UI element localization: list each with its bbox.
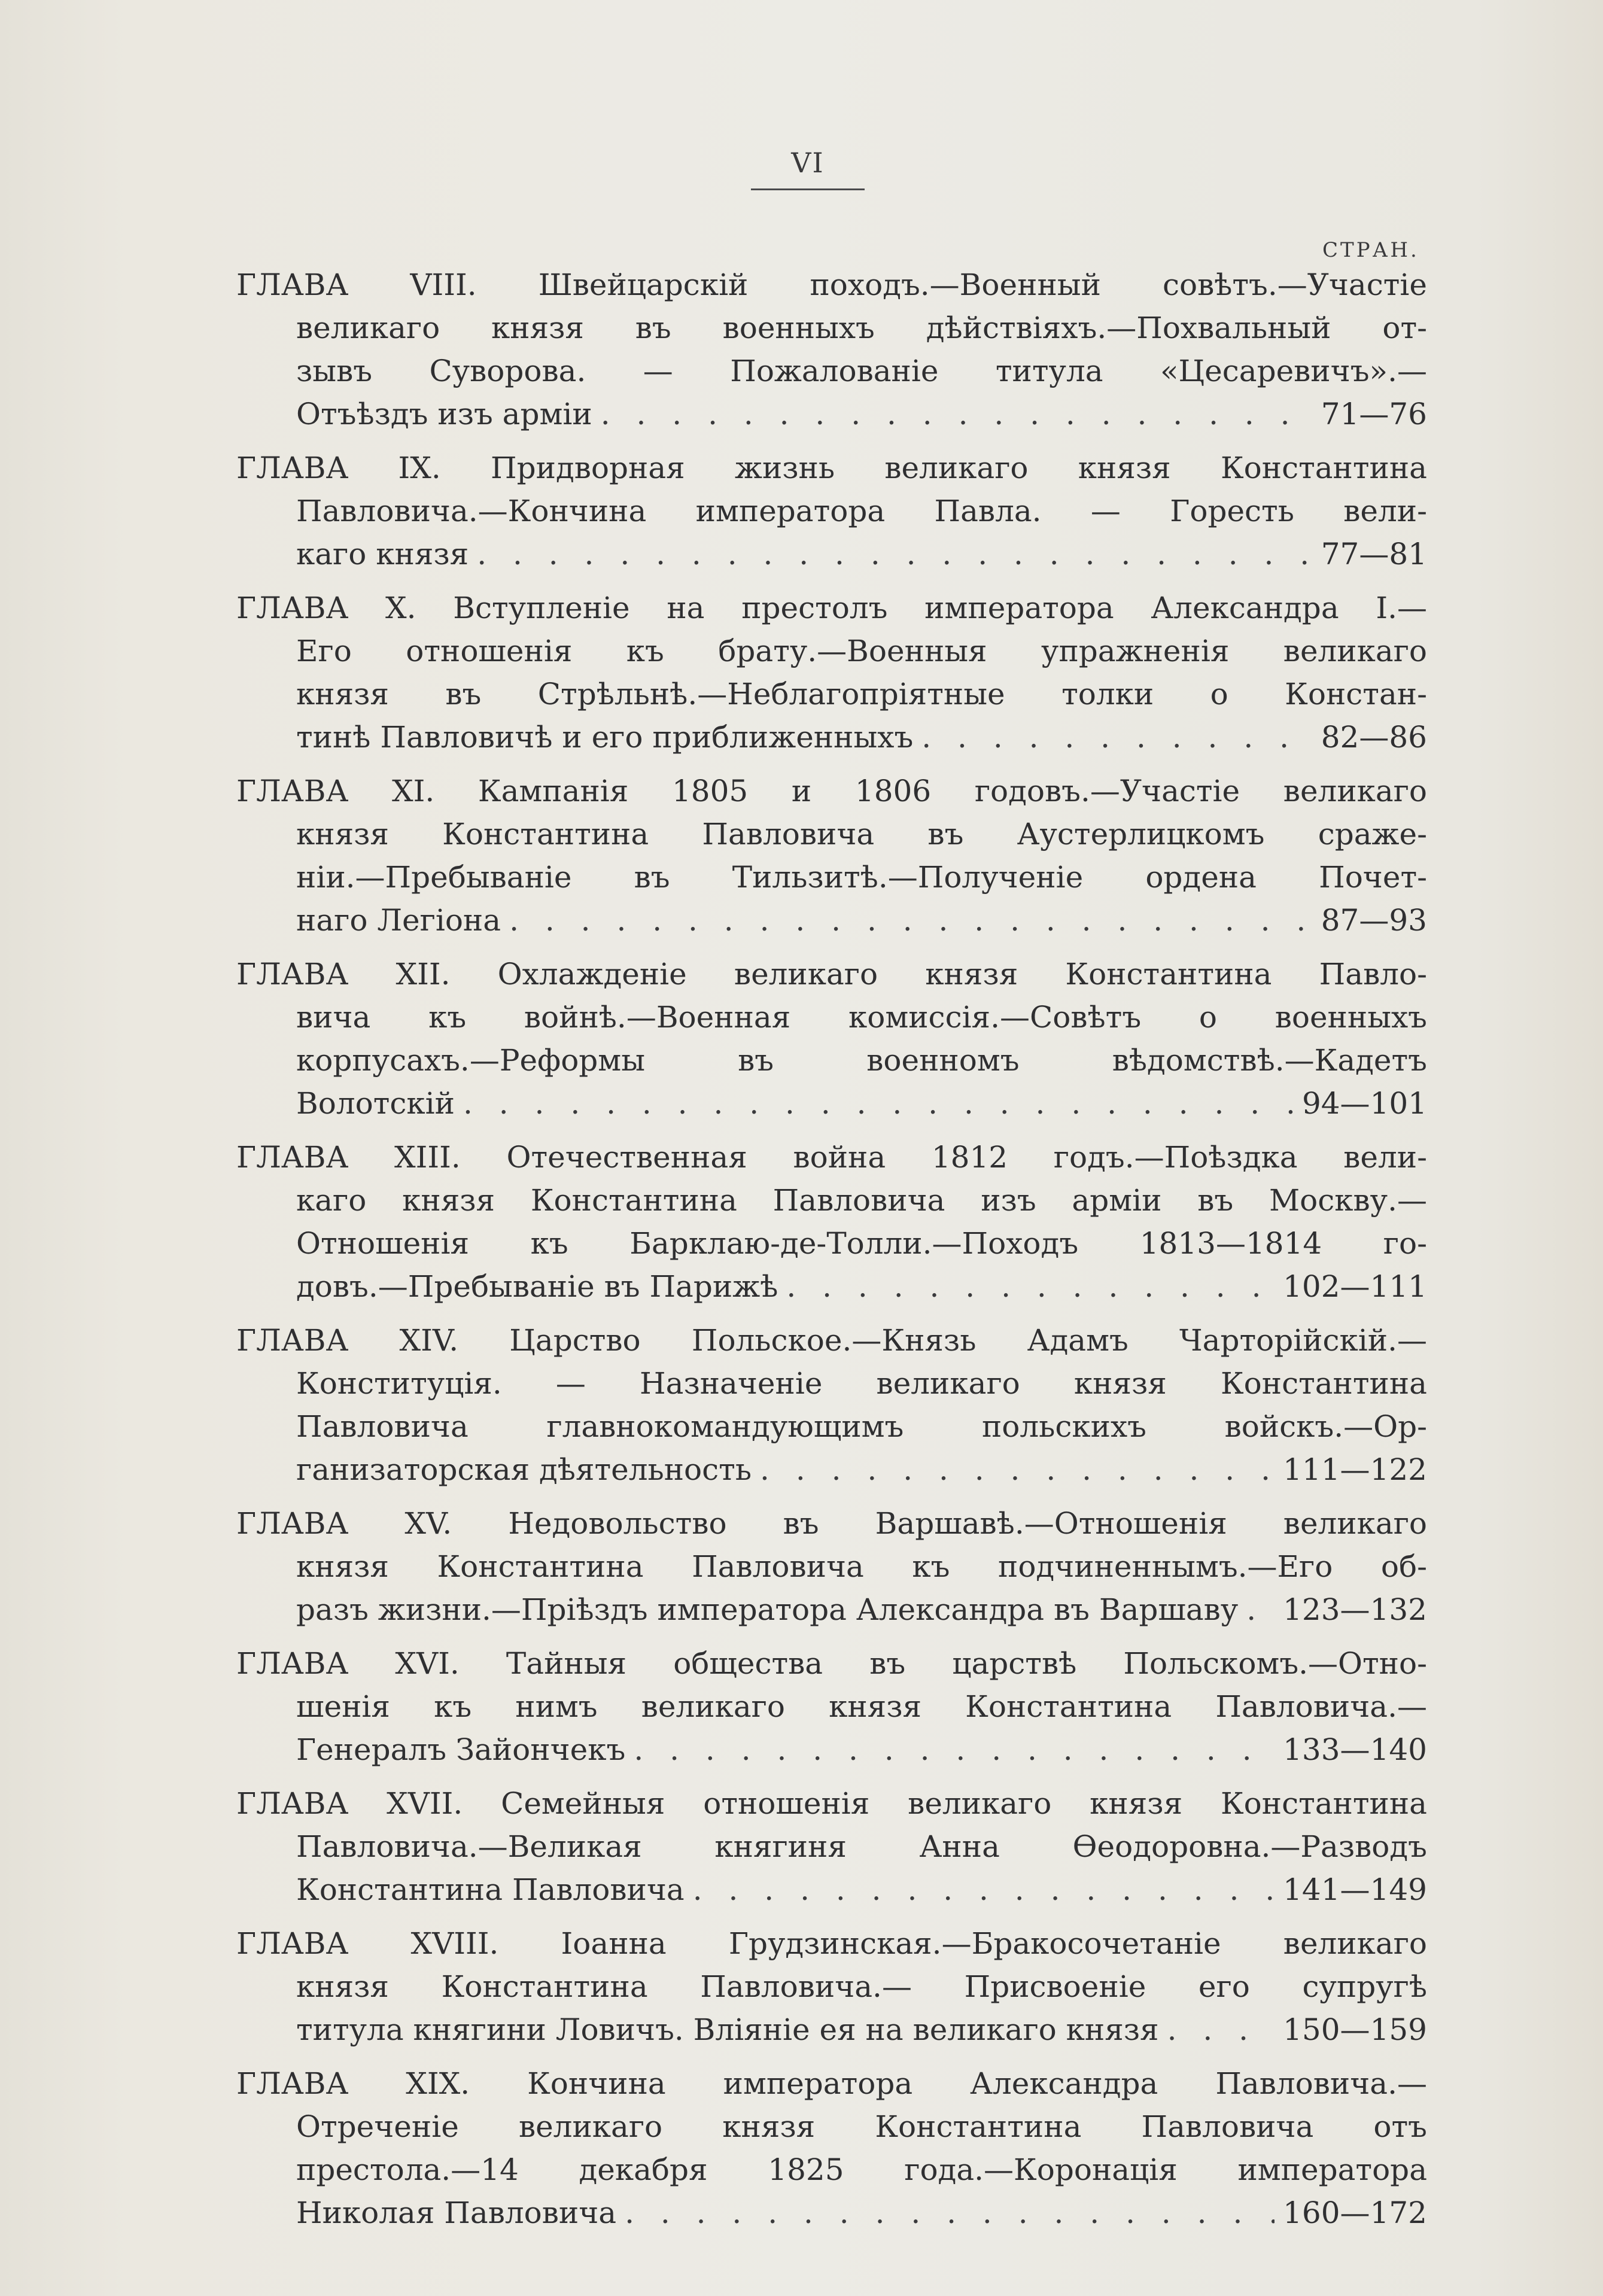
toc-entry-line (236, 2062, 1427, 2105)
dot-leader (1246, 1588, 1275, 1631)
toc-entry-line (236, 630, 1427, 673)
chapter-description-text: князя Константина Павловича къ подчиненнымъ.—Его об- (296, 1549, 1427, 1584)
page-range: 141—149 (1283, 1872, 1427, 1907)
chapter-description-text: Отреченіе великаго князя Константина Павловича отъ (296, 2109, 1427, 2144)
page-range: 111—122 (1283, 1452, 1427, 1487)
page-range: 77—81 (1321, 537, 1427, 571)
chapter-description-text: титула княгини Ловичъ. Вліяніе ея на великаго князя (296, 2012, 1159, 2047)
page-range: 94—101 (1301, 1086, 1427, 1121)
dot-leader (601, 393, 1313, 436)
page-range: 87—93 (1321, 903, 1427, 938)
toc-entry-line (236, 1319, 1427, 1362)
toc-entry (236, 770, 1427, 942)
page-range: 160—172 (1283, 2195, 1427, 2230)
chapter-description-text: довъ.—Пребываніе въ Парижѣ (296, 1269, 778, 1304)
toc-entry-line (236, 2105, 1427, 2148)
toc-entry-last-line (236, 1082, 1427, 1125)
toc-entry-line (236, 1642, 1427, 1685)
toc-entry (236, 1136, 1427, 1308)
header-rule (751, 188, 865, 190)
page-range: 133—140 (1283, 1732, 1427, 1767)
chapter-heading-text: ГЛАВА XVIII. Іоанна Грудзинская.—Бракосочетаніе великаго (236, 1926, 1427, 1961)
toc-entry-line (236, 1685, 1427, 1728)
toc-entry-line (236, 263, 1427, 306)
toc-entry (236, 263, 1427, 436)
dot-leader (509, 899, 1313, 942)
chapter-description-text: князя Константина Павловича.— Присвоеніе его супругѣ (296, 1969, 1427, 2004)
chapter-heading-text: ГЛАВА XI. Кампанія 1805 и 1806 годовъ.—Участіе великаго (236, 774, 1427, 808)
dot-leader (693, 1868, 1275, 1911)
toc-entry-last-line (236, 1728, 1427, 1771)
chapter-description-text: князя Константина Павловича въ Аустерлицкомъ сраже- (296, 817, 1427, 852)
chapter-description-text: Его отношенія къ брату.—Военныя упражненія великаго (296, 634, 1427, 668)
toc-entry-line (236, 489, 1427, 533)
toc-entry (236, 953, 1427, 1125)
toc-entry-line (236, 349, 1427, 393)
chapter-description-text: великаго князя въ военныхъ дѣйствіяхъ.—Похвальный от- (296, 311, 1427, 345)
toc-entry-last-line (236, 1588, 1427, 1631)
dot-leader (786, 1265, 1275, 1308)
chapter-description-text: тинѣ Павловичѣ и его приближенныхъ (296, 720, 914, 755)
chapter-heading-text: ГЛАВА XIII. Отечественная война 1812 годъ.—Поѣздка вели- (236, 1140, 1427, 1175)
toc-entry (236, 1642, 1427, 1771)
chapter-heading-text: ГЛАВА XVII. Семейныя отношенія великаго князя Константина (236, 1786, 1427, 1821)
dot-leader (760, 1448, 1275, 1491)
chapter-heading-text: ГЛАВА XV. Недовольство въ Варшавѣ.—Отношенія великаго (236, 1506, 1427, 1541)
toc-entry-last-line (236, 393, 1427, 436)
chapter-description-text: Павловича главнокомандующимъ польскихъ войскъ.—Ор- (296, 1409, 1427, 1444)
toc-entry (236, 1922, 1427, 2051)
toc-entry-line (236, 1039, 1427, 1082)
dot-leader (625, 2191, 1275, 2234)
page-range: 71—76 (1321, 397, 1427, 431)
toc-entry-line (236, 1545, 1427, 1588)
page-range: 82—86 (1321, 720, 1427, 755)
toc-entry-last-line (236, 1448, 1427, 1491)
toc-entry-line (236, 1405, 1427, 1448)
toc-entry (236, 2062, 1427, 2234)
chapter-description-text: вича къ войнѣ.—Военная комиссія.—Совѣтъ о военныхъ (296, 1000, 1427, 1035)
page-range: 102—111 (1283, 1269, 1427, 1304)
toc-entry-line (236, 306, 1427, 349)
toc-entry-line (236, 1825, 1427, 1868)
chapter-description-text: Генералъ Зайончекъ (296, 1732, 626, 1767)
page-range: 150—159 (1283, 2012, 1427, 2047)
chapter-description-text: зывъ Суворова. — Пожалованіе титула «Цесаревичъ».— (296, 354, 1427, 388)
chapter-description-text: Отъѣздъ изъ арміи (296, 397, 592, 431)
chapter-description-text: Павловича.—Кончина императора Павла. — Горесть вели- (296, 494, 1427, 528)
chapter-description-text: престола.—14 декабря 1825 года.—Коронація императора (296, 2152, 1427, 2187)
page-range: 123—132 (1283, 1592, 1427, 1627)
toc-entry-last-line (236, 716, 1427, 759)
chapter-description-text: Константина Павловича (296, 1872, 685, 1907)
toc-entry-line (236, 1222, 1427, 1265)
chapter-heading-text: ГЛАВА VIII. Швейцарскій походъ.—Военный совѣтъ.—Участіе (236, 267, 1427, 302)
toc-entry-line (236, 1136, 1427, 1179)
toc-entry-last-line (236, 1868, 1427, 1911)
toc-entry-line (236, 1362, 1427, 1405)
toc-entry-line (236, 673, 1427, 716)
chapter-description-text: Отношенія къ Барклаю-де-Толли.—Походъ 1813—1814 го- (296, 1226, 1427, 1261)
toc-entry-last-line (236, 2008, 1427, 2051)
toc-entry-last-line (236, 899, 1427, 942)
dot-leader (921, 716, 1313, 759)
toc-entry (236, 446, 1427, 576)
chapter-heading-text: ГЛАВА XVI. Тайныя общества въ царствѣ Польскомъ.—Отно- (236, 1646, 1427, 1681)
chapter-heading-text: ГЛАВА XIX. Кончина императора Александра Павловича.— (236, 2066, 1427, 2101)
toc-entry-last-line (236, 2191, 1427, 2234)
chapter-description-text: ганизаторская дѣятельность (296, 1452, 752, 1487)
chapter-description-text: Павловича.—Великая княгиня Анна Ѳеодоровна.—Разводъ (296, 1829, 1427, 1864)
dot-leader (463, 1082, 1294, 1125)
toc-entry-last-line (236, 533, 1427, 576)
toc-entry-line (236, 856, 1427, 899)
chapter-description-text: Николая Павловича (296, 2195, 617, 2230)
toc-entry-line (236, 953, 1427, 996)
chapter-description-text: каго князя Константина Павловича изъ арміи въ Москву.— (296, 1183, 1427, 1218)
toc-entry-line (236, 813, 1427, 856)
table-of-contents (236, 263, 1427, 2245)
chapter-heading-text: ГЛАВА XIV. Царство Польское.—Князь Адамъ Чарторійскій.— (236, 1323, 1427, 1358)
chapter-description-text: ніи.—Пребываніе въ Тильзитѣ.—Полученіе ордена Почет- (296, 860, 1427, 895)
chapter-heading-text: ГЛАВА IX. Придворная жизнь великаго князя Константина (236, 451, 1427, 485)
chapter-description-text: князя въ Стрѣльнѣ.—Неблагопріятные толки о Констан- (296, 677, 1427, 711)
chapter-heading-text: ГЛАВА XII. Охлажденіе великаго князя Константина Павло- (236, 957, 1427, 992)
toc-entry (236, 1319, 1427, 1491)
page-number: VI (791, 147, 825, 179)
dot-leader (477, 533, 1313, 576)
chapter-description-text: корпусахъ.—Реформы въ военномъ вѣдомствѣ.—Кадетъ (296, 1043, 1427, 1078)
toc-entry-line (236, 1179, 1427, 1222)
toc-entry-line (236, 1965, 1427, 2008)
toc-entry-line (236, 996, 1427, 1039)
toc-entry-line (236, 770, 1427, 813)
toc-entry (236, 1502, 1427, 1631)
toc-entry (236, 1782, 1427, 1911)
toc-entry-line (236, 1922, 1427, 1965)
toc-entry-line (236, 1502, 1427, 1545)
chapter-description-text: Волотскій (296, 1086, 455, 1121)
toc-entry-line (236, 446, 1427, 489)
toc-entry-line (236, 2148, 1427, 2191)
dot-leader (634, 1728, 1275, 1771)
toc-entry-last-line (236, 1265, 1427, 1308)
toc-entry-line (236, 586, 1427, 630)
toc-entry (236, 586, 1427, 759)
chapter-heading-text: ГЛАВА X. Вступленіе на престолъ императора Александра I.— (236, 591, 1427, 625)
chapter-description-text: каго князя (296, 537, 469, 571)
chapter-description-text: наго Легіона (296, 903, 501, 938)
dot-leader (1167, 2008, 1275, 2051)
chapter-description-text: разъ жизни.—Пріѣздъ императора Александра въ Варшаву (296, 1592, 1239, 1627)
chapter-description-text: Конституція. — Назначеніе великаго князя Константина (296, 1366, 1427, 1401)
chapter-description-text: шенія къ нимъ великаго князя Константина Павловича.— (296, 1689, 1427, 1724)
pages-column-header: СТРАН. (1322, 238, 1419, 262)
toc-entry-line (236, 1782, 1427, 1825)
